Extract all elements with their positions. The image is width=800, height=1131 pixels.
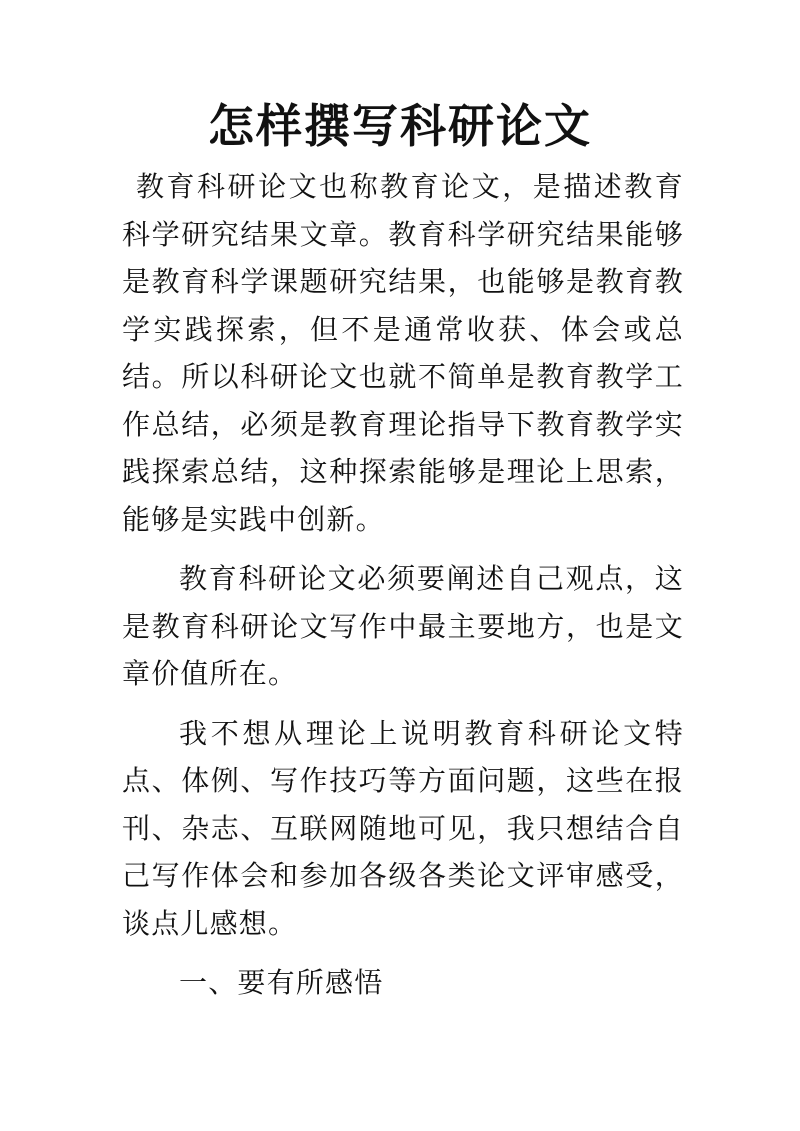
paragraph-viewpoint: 教育科研论文必须要阐述自己观点，这是教育科研论文写作中最主要地方，也是文章价值所在。 <box>122 562 684 690</box>
document-body <box>122 163 684 1019</box>
document-title: 怎样撰写科研论文 <box>208 99 592 153</box>
paragraph-purpose: 我不想从理论上说明教育科研论文特点、体例、写作技巧等方面问题，这些在报刊、杂志、互联网随地可见，我只想结合自己写作体会和参加各级各类论文评审感受，谈点儿感想。 <box>122 716 684 940</box>
section-heading-one: 一、要有所感悟 <box>179 966 384 999</box>
paragraph-intro: 教育科研论文也称教育论文，是描述教育科学研究结果文章。教育科学研究结果能够是教育科学课题研究结果，也能够是教育教学实践探索，但不是通常收获、体会或总结。所以科研论文也就不简单是教育教学工作总结，必须是教育理论指导下教育教学实践探索总结，这种探索能够是理论上思索，能够是实践中创新。 <box>122 170 684 536</box>
